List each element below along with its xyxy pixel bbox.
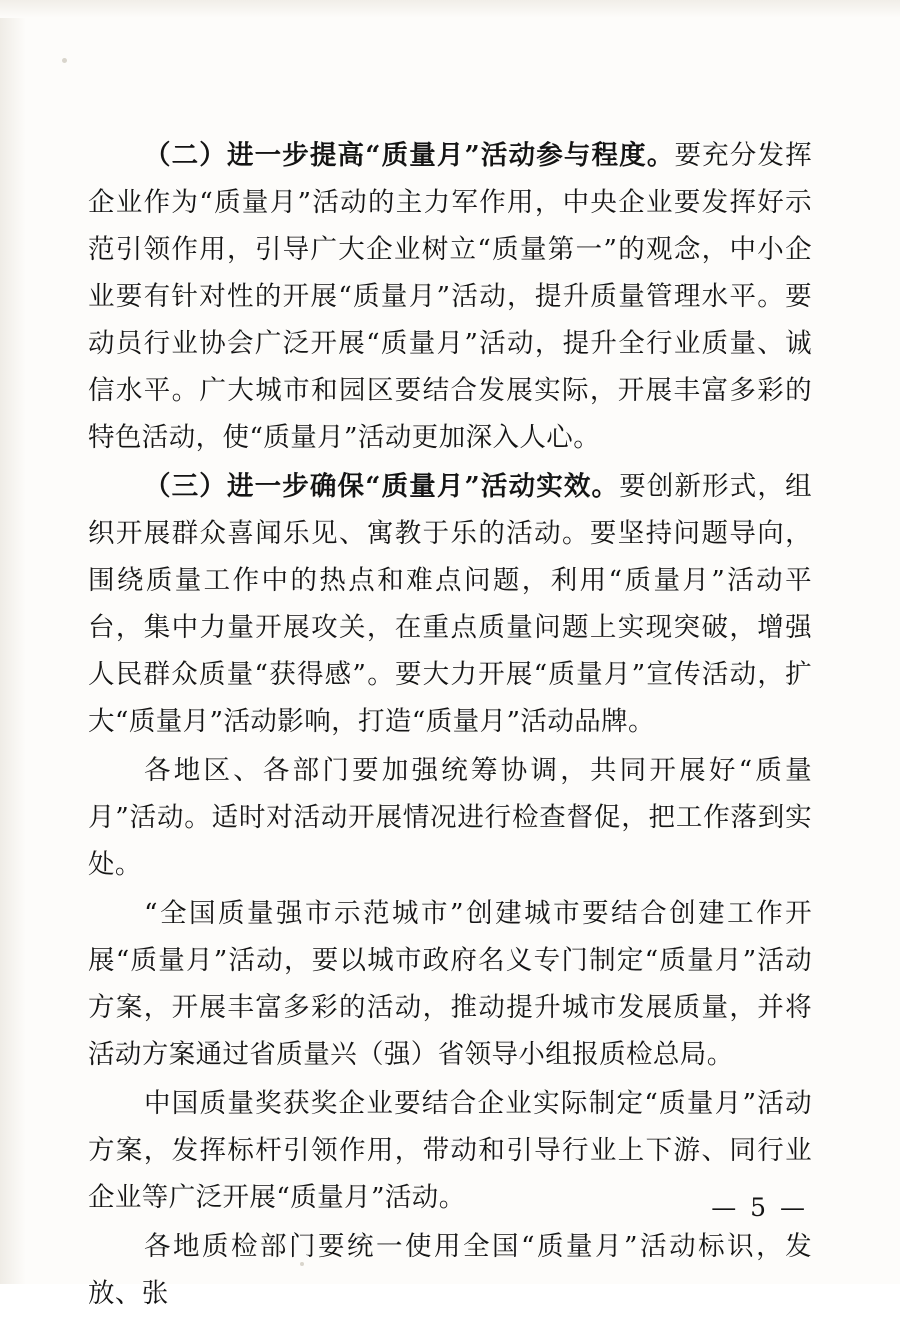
scan-artifact: [62, 58, 67, 63]
paragraph-demonstration-cities: [88, 890, 812, 1078]
paragraph-text-coordination: 各地区、各部门要加强统筹协调，共同开展好“质量月”活动。适时对活动开展情况进行检查督促，把工作落到实处。: [88, 755, 812, 880]
paragraph-local-departments: [88, 1223, 812, 1317]
paragraph-text-demonstration-cities: “全国质量强市示范城市”创建城市要结合创建工作开展“质量月”活动，要以城市政府名义专门制定“质量月”活动方案，开展丰富多彩的活动，推动提升城市发展质量，并将活动方案通过省质量兴（强）省领导小组报质检总局。: [88, 898, 812, 1070]
page-number: — 5 —: [711, 1193, 808, 1222]
page-left-edge-shadow: [0, 0, 26, 1284]
paragraph-text-local-departments: 各地质检部门要统一使用全国“质量月”活动标识，发放、张: [88, 1231, 812, 1309]
page-top-edge-shadow: [0, 0, 900, 18]
paragraph-coordination: [88, 747, 812, 888]
paragraph-lead-section-two: （二）进一步提高“质量月”活动参与程度。: [144, 140, 675, 171]
paragraph-text-section-three: 要创新形式，组织开展群众喜闻乐见、寓教于乐的活动。要坚持问题导向，围绕质量工作中的热点和难点问题，利用“质量月”活动平台，集中力量开展攻关，在重点质量问题上实现突破，增强人民群众质量“获得感”。要大力开展“质量月”宣传活动，扩大“质量月”活动影响，打造“质量月”活动品牌。: [88, 471, 812, 737]
paragraph-award-enterprises: [88, 1080, 812, 1221]
paragraph-text-award-enterprises: 中国质量奖获奖企业要结合企业实际制定“质量月”活动方案，发挥标杆引领作用，带动和引导行业上下游、同行业企业等广泛开展“质量月”活动。: [88, 1088, 812, 1213]
paragraph-lead-section-three: （三）进一步确保“质量月”活动实效。: [144, 471, 620, 502]
paragraph-text-section-two: 要充分发挥企业作为“质量月”活动的主力军作用，中央企业要发挥好示范引领作用，引导广大企业树立“质量第一”的观念，中小企业要有针对性的开展“质量月”活动，提升质量管理水平。要动员行业协会广泛开展“质量月”活动，提升全行业质量、诚信水平。广大城市和园区要结合发展实际，开展丰富多彩的特色活动，使“质量月”活动更加深入人心。: [88, 140, 812, 453]
paragraph-section-three: [88, 463, 812, 745]
document-text-body: [88, 132, 812, 1317]
paragraph-section-two: [88, 132, 812, 461]
